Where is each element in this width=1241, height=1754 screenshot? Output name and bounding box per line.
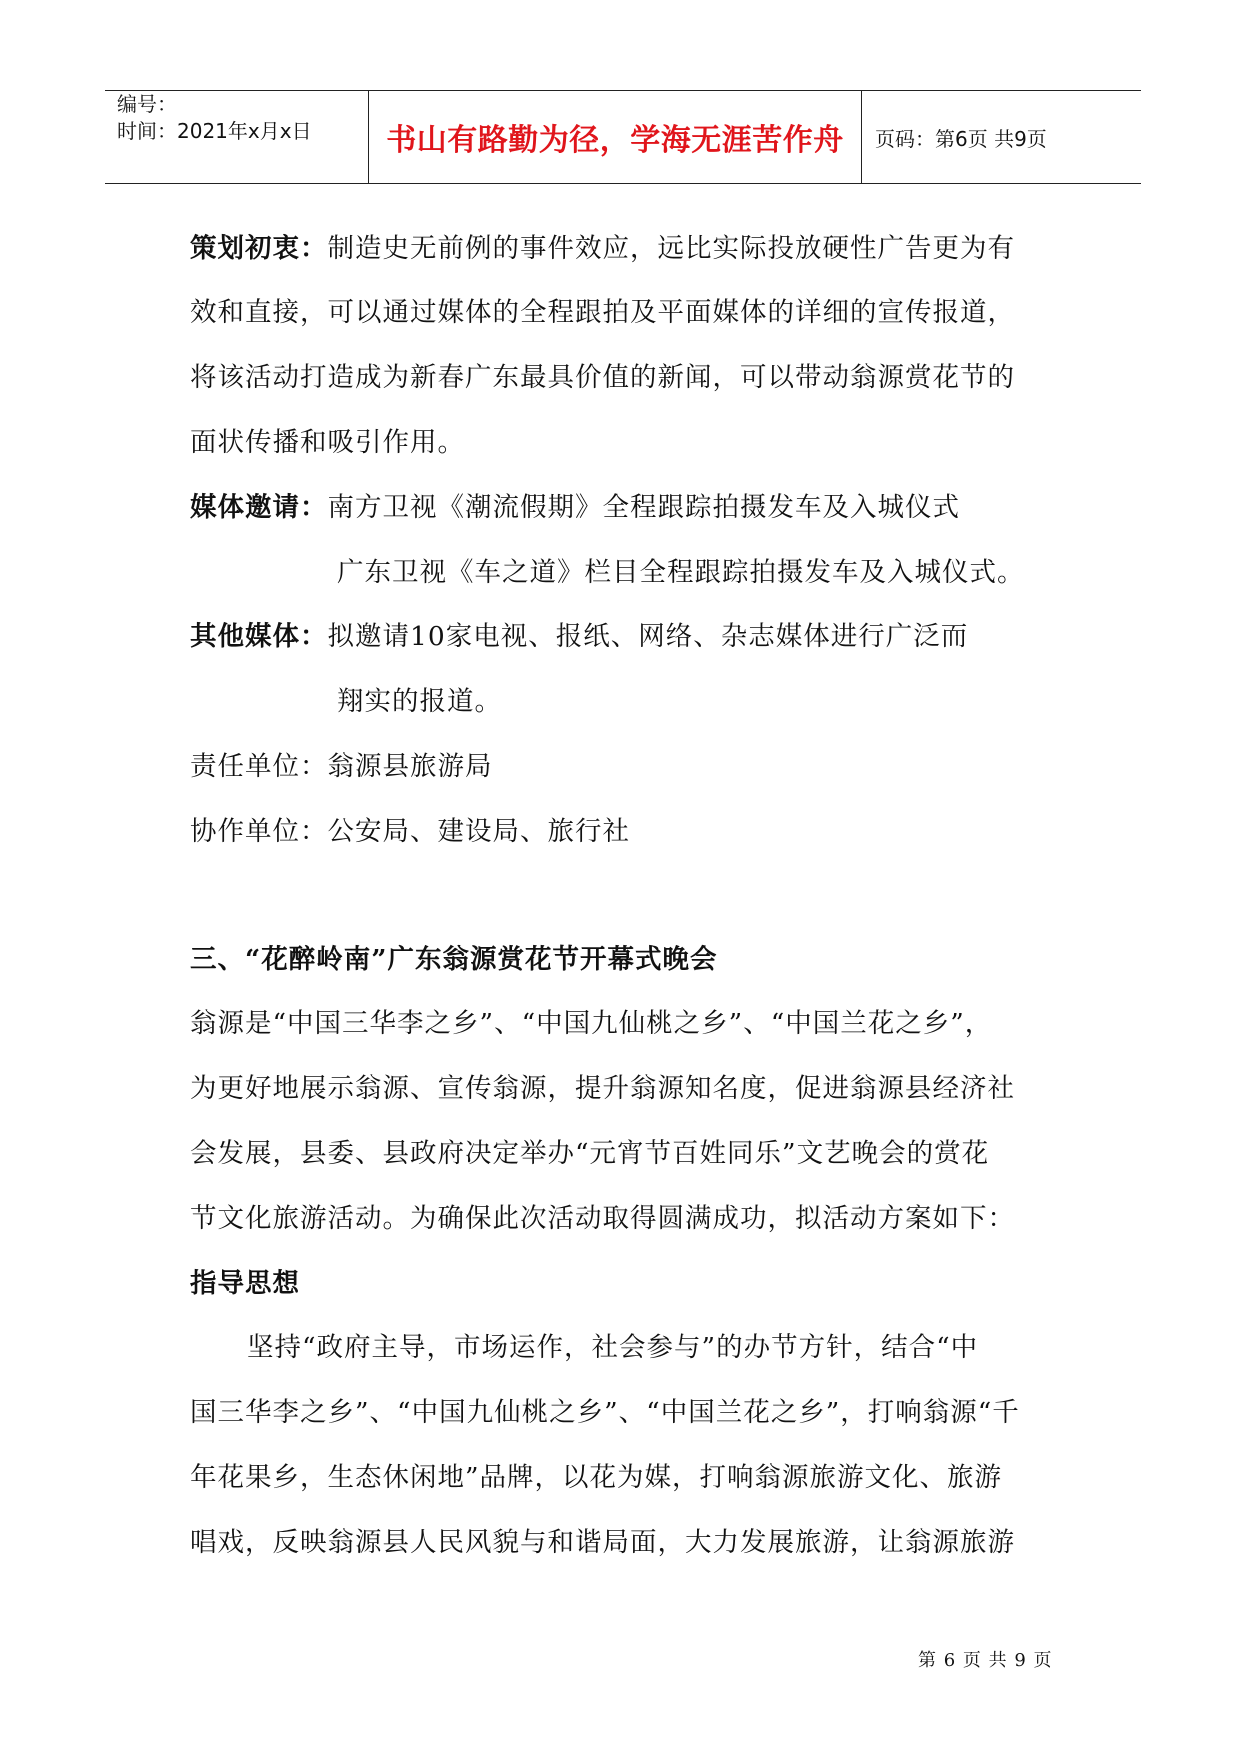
- planning-text-1: 制造史无前例的事件效应，远比实际投放硬性广告更为有: [327, 233, 1015, 264]
- other-media-text-1: 拟邀请10家电视、报纸、网络、杂志媒体进行广泛而: [327, 621, 969, 652]
- planning-line-3: 将该活动打造成为新春广东最具价值的新闻，可以带动翁源赏花节的: [190, 362, 1015, 393]
- media-text-1: 南方卫视《潮流假期》全程跟踪拍摄发车及入城仪式: [327, 492, 960, 523]
- serial-label: 编号：: [117, 92, 177, 116]
- media-label: 媒体邀请：: [190, 492, 328, 523]
- guide-line-1: 坚持“政府主导，市场运作，社会参与”的办节方针，结合“中: [247, 1332, 979, 1363]
- planning-line-1: [190, 226, 1015, 265]
- planning-label: 策划初衷：: [190, 233, 328, 264]
- media-line-1: [190, 485, 960, 524]
- page-header: [105, 90, 1141, 184]
- guide-line-3: 年花果乡，生态休闲地”品牌，以花为媒，打响翁源旅游文化、旅游: [190, 1462, 1003, 1493]
- header-left-cell: [117, 91, 367, 145]
- planning-line-2: 效和直接，可以通过媒体的全程跟拍及平面媒体的详细的宣传报道，: [190, 297, 1015, 328]
- other-media-line-1: [190, 614, 968, 653]
- page-footer: 第 6 页 共 9 页: [918, 1650, 1053, 1671]
- other-media-label: 其他媒体：: [190, 621, 328, 652]
- guide-line-4: 唱戏，反映翁源县人民风貌与和谐局面，大力发展旅游，让翁源旅游: [190, 1527, 1015, 1558]
- intro-line-3: 会发展，县委、县政府决定举办“元宵节百姓同乐”文艺晚会的赏花: [190, 1138, 990, 1169]
- header-divider: [861, 91, 862, 183]
- header-page-label: 页码：第6页 共9页: [875, 126, 1047, 151]
- time-label: 时间：2021年x月x日: [117, 119, 312, 143]
- other-media-line-2: 翔实的报道。: [337, 686, 502, 717]
- header-motto: 书山有路勤为径，学海无涯苦作舟: [386, 123, 844, 158]
- guide-title: 指导思想: [190, 1268, 300, 1299]
- planning-line-4: 面状传播和吸引作用。: [190, 427, 465, 458]
- intro-line-4: 节文化旅游活动。为确保此次活动取得圆满成功，拟活动方案如下：: [190, 1203, 1015, 1234]
- media-line-2: 广东卫视《车之道》栏目全程跟踪拍摄发车及入城仪式。: [337, 557, 1025, 588]
- cooperating-unit: 协作单位：公安局、建设局、旅行社: [190, 816, 630, 847]
- responsible-unit: 责任单位：翁源县旅游局: [190, 751, 493, 782]
- intro-line-1: 翁源是“中国三华李之乡”、“中国九仙桃之乡”、“中国兰花之乡”，: [190, 1008, 993, 1039]
- guide-line-2: 国三华李之乡”、“中国九仙桃之乡”、“中国兰花之乡”，打响翁源“千: [190, 1397, 1020, 1428]
- intro-line-2: 为更好地展示翁源、宣传翁源，提升翁源知名度，促进翁源县经济社: [190, 1073, 1015, 1104]
- section-title: 三、“花醉岭南”广东翁源赏花节开幕式晚会: [190, 944, 718, 975]
